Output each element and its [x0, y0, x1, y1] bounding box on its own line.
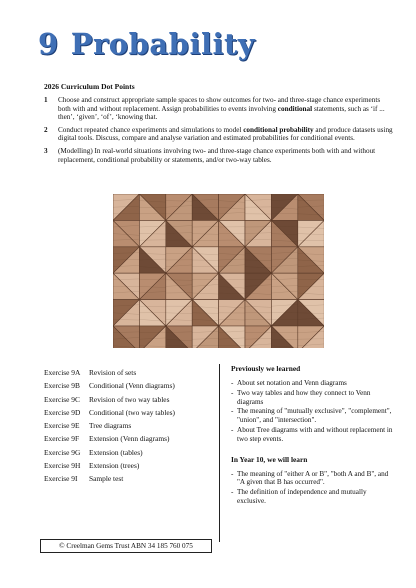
- exercise-id: Exercise 9H: [44, 461, 81, 471]
- wood-tiles: [113, 194, 324, 348]
- dot-point-number: 3: [44, 146, 48, 155]
- list-item: - About Tree diagrams with and without replacement in two step events.: [231, 426, 395, 444]
- previously-heading: Previously we learned: [231, 364, 301, 373]
- exercise-row: [44, 446, 214, 459]
- column-divider: [219, 364, 220, 542]
- exercise-id: Exercise 9A: [44, 368, 81, 377]
- exercise-title: Conditional (Venn diagrams): [89, 381, 175, 391]
- dot-point-bold-term: conditional: [277, 104, 313, 113]
- dot-point-text: [58, 96, 394, 122]
- chapter-title: [38, 27, 255, 61]
- exercise-title: Sample test: [89, 474, 124, 484]
- dot-point-text: [58, 147, 394, 164]
- exercise-id: Exercise 9F: [44, 434, 80, 444]
- exercise-title: Extension (Venn diagrams): [89, 434, 170, 444]
- list-item: - The meaning of "mutually exclusive", "complement", "union", and "intersection".: [231, 407, 395, 425]
- wood-pattern-image: [113, 194, 324, 348]
- dot-point-bold-term: conditional probability: [243, 125, 314, 134]
- dot-point-text-part: Conduct repeated chance experiments and simulations to model: [58, 125, 244, 134]
- dot-point-3: [44, 147, 394, 164]
- exercise-row: [44, 419, 214, 432]
- exercise-id: Exercise 9B: [44, 381, 80, 391]
- dot-point-number: 1: [44, 96, 48, 104]
- year10-list: [231, 470, 395, 506]
- list-item: - About set notation and Venn diagrams: [231, 379, 395, 388]
- dot-point-text-part: and produce datasets using digital tools. Discuss, compare and analyse variation and estimated probabilities for conditional events.: [58, 125, 393, 143]
- exercise-row: [44, 379, 214, 392]
- exercise-row: [44, 406, 214, 419]
- exercise-title: Extension (tables): [89, 447, 143, 457]
- year10-heading: In Year 10, we will learn: [231, 454, 308, 464]
- exercise-id: Exercise 9E: [44, 421, 80, 431]
- list-item: - The meaning of "either A or B", "both A and B", and "A given that B has occurred".: [231, 470, 395, 488]
- dot-points-list: [44, 96, 394, 168]
- dot-point-text-part: Choose and construct appropriate sample spaces to show outcomes for two- and three-stage chance experiments both with and without replacement. Assign probabilities to events involving: [58, 96, 381, 113]
- dot-point-number: 2: [44, 125, 48, 134]
- list-item: - The definition of independence and mutually exclusive.: [231, 488, 395, 506]
- exercise-id: Exercise 9D: [44, 407, 81, 417]
- dot-point-text-part: statements, such as ‘if ... then’, ‘given’, ‘of’, ‘knowing that.: [58, 104, 385, 122]
- dot-point-text: [58, 126, 394, 143]
- exercise-title: Conditional (two way tables): [89, 407, 176, 417]
- dot-points-heading: 2026 Curriculum Dot Points: [44, 82, 135, 91]
- exercise-title: Revision of sets: [89, 368, 137, 377]
- dot-point-1: [44, 96, 394, 122]
- copyright-notice: © Creelman Gems Trust ABN 34 185 760 075: [40, 539, 212, 553]
- previously-list: [231, 379, 395, 444]
- chapter-number: 9: [38, 27, 59, 61]
- dot-point-2: [44, 126, 394, 143]
- exercise-list: [44, 366, 214, 486]
- exercise-row: [44, 393, 214, 406]
- exercise-title: Tree diagrams: [89, 421, 132, 431]
- learning-summary: [231, 364, 395, 517]
- list-item: - Two way tables and how they connect to Venn diagrams: [231, 389, 395, 407]
- exercise-id: Exercise 9G: [44, 447, 81, 457]
- exercise-title: Extension (trees): [89, 461, 140, 471]
- exercise-row: [44, 459, 214, 472]
- exercise-id: Exercise 9I: [44, 474, 78, 484]
- exercise-row: [44, 366, 214, 379]
- exercise-title: Revision of two way tables: [89, 394, 170, 404]
- exercise-row: [44, 472, 214, 485]
- chapter-name: Probability: [70, 27, 256, 61]
- dot-point-text-part: (Modelling) In real-world situations involving two- and three-stage chance experiments both with and without replacement, conditional probability or statements, and/or two-way tables.: [58, 146, 376, 164]
- exercise-row: [44, 432, 214, 445]
- exercise-id: Exercise 9C: [44, 394, 80, 404]
